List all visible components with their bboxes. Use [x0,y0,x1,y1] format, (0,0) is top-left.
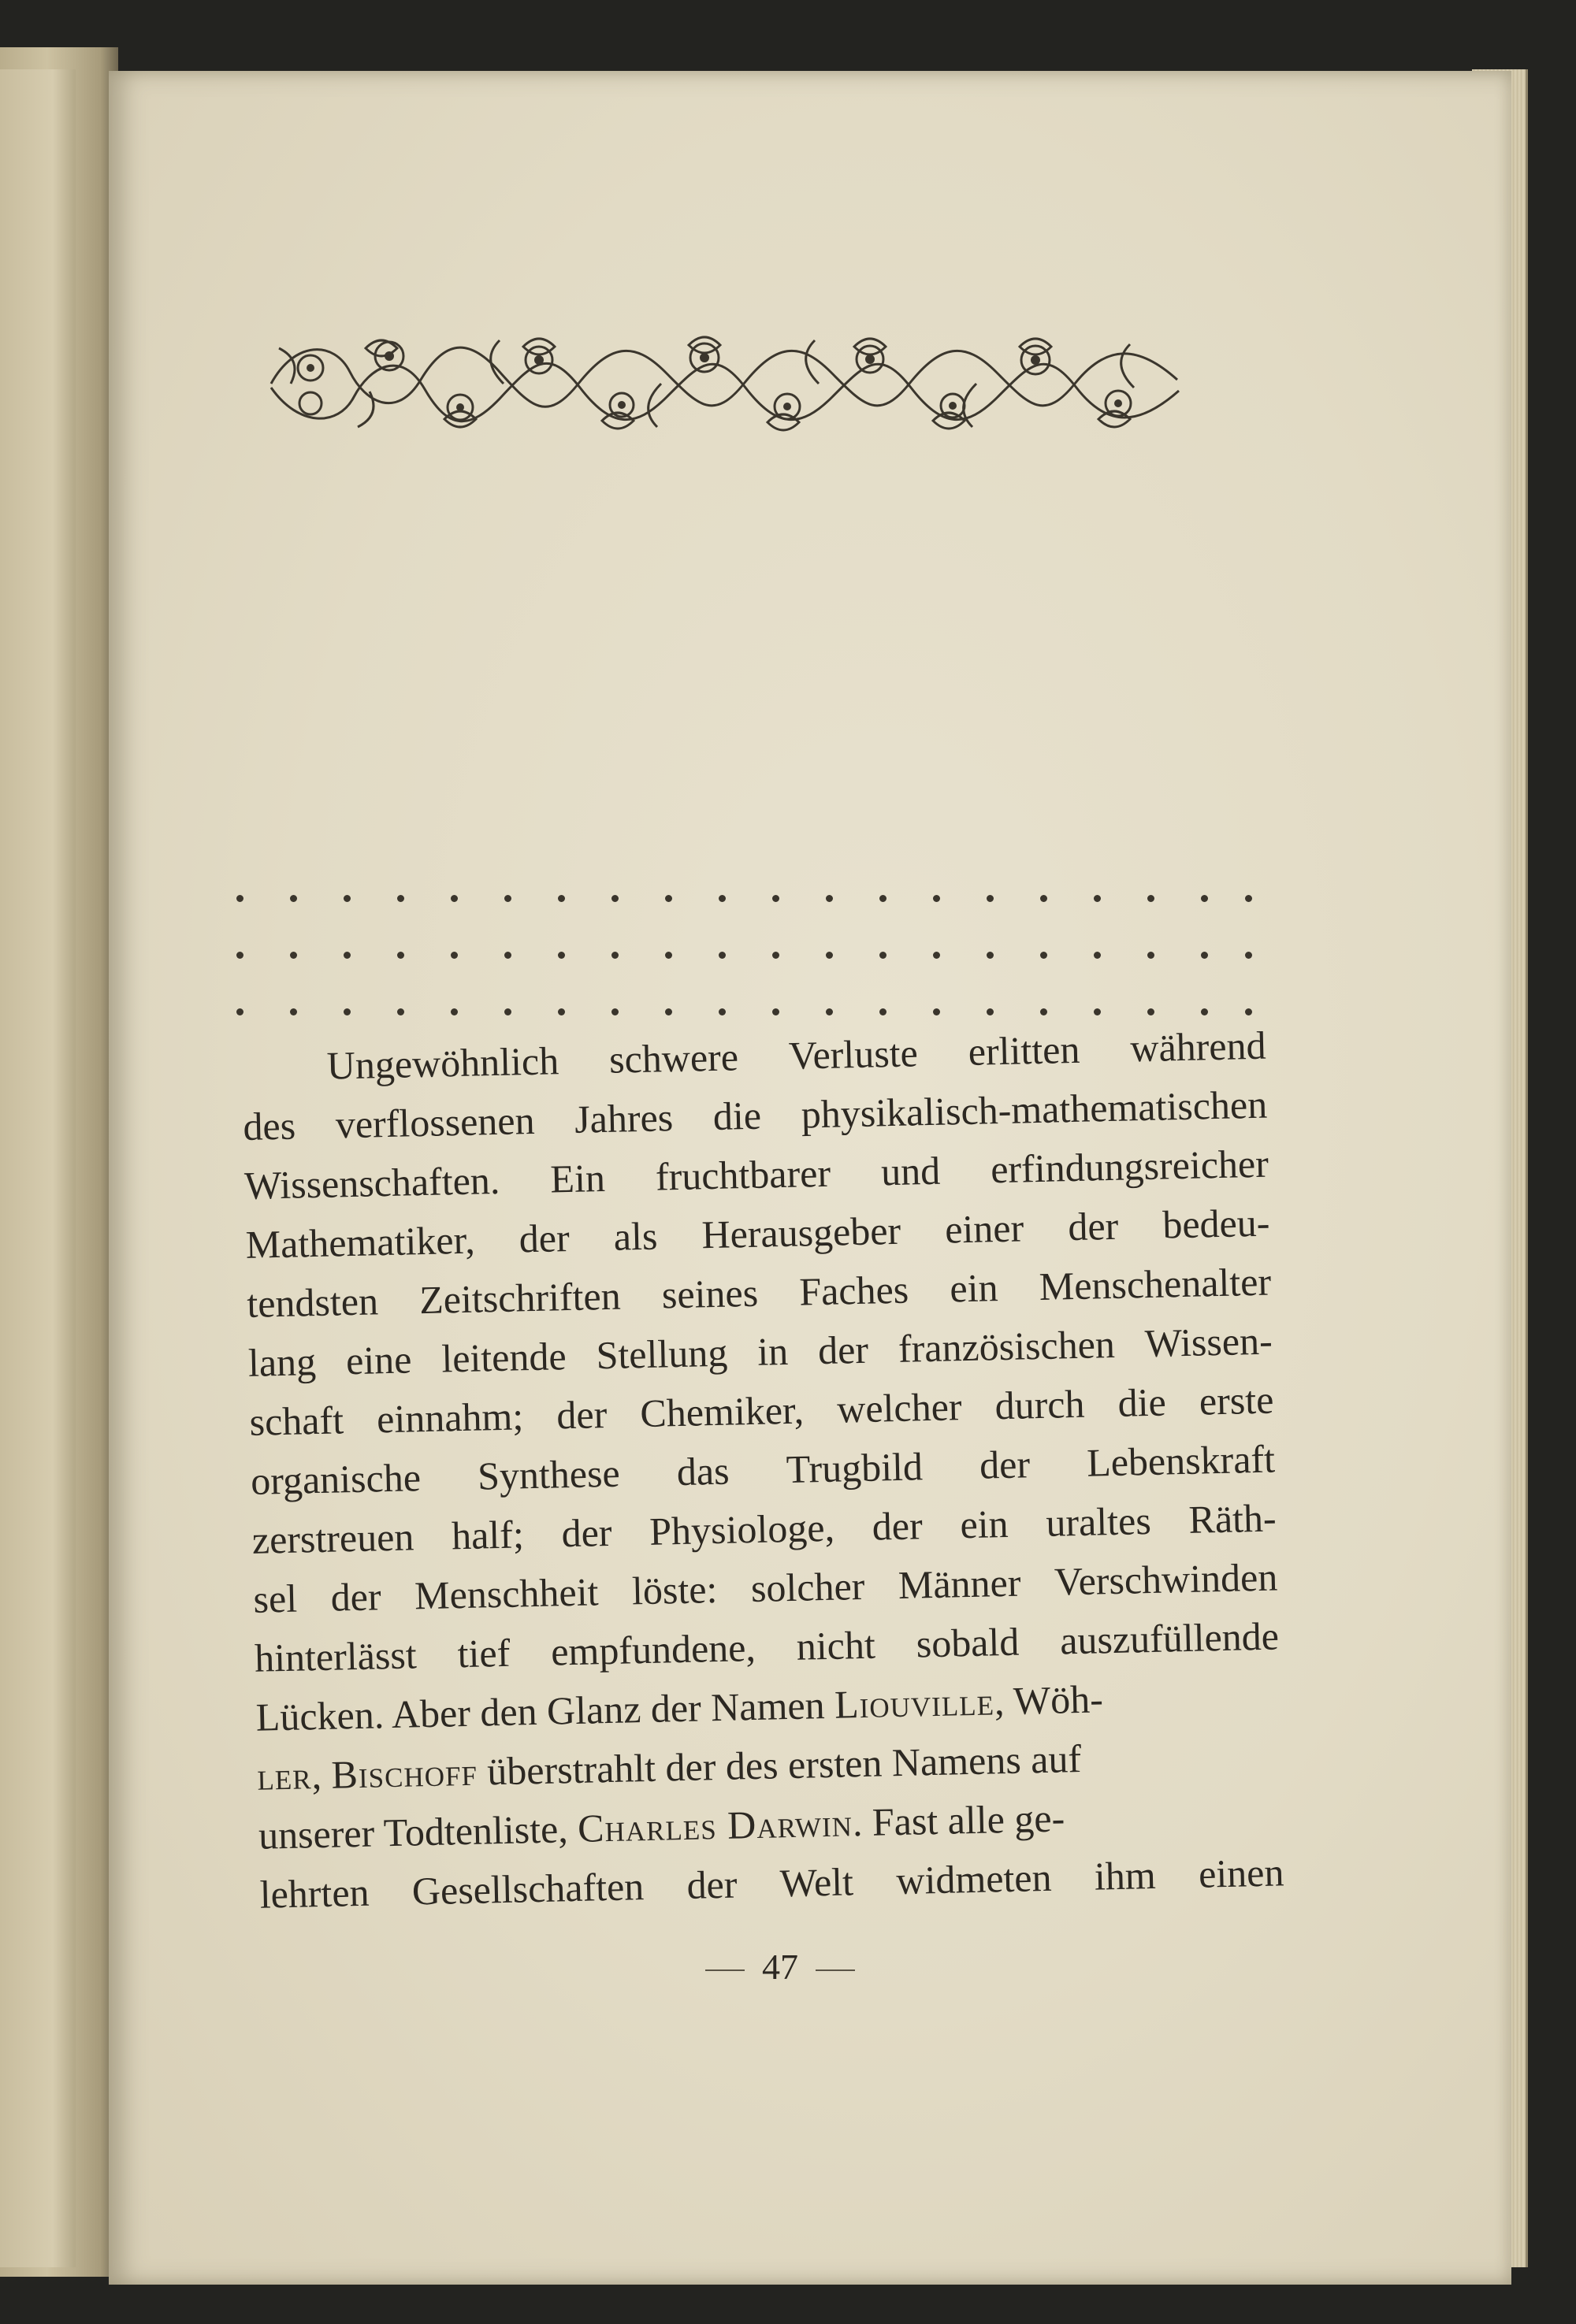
word: schaft [249,1398,344,1444]
word: Zeitschriften [418,1273,622,1323]
page-number-value: 47 [762,1947,798,1987]
word: bedeu- [1162,1200,1270,1247]
word: Mathematiker, [245,1217,476,1267]
word: die [1117,1379,1167,1425]
word: organische [250,1455,422,1503]
word: solcher [750,1563,865,1611]
word: zerstreuen [251,1514,414,1562]
word: und [880,1148,941,1194]
text-segment: unserer Todtenliste, [258,1806,569,1858]
word: uraltes [1045,1498,1152,1545]
word: Männer [898,1560,1022,1607]
word: Ein [549,1155,606,1201]
word: auszufüllende [1059,1613,1280,1663]
word: Verluste [788,1030,919,1078]
word: Wissen- [1144,1318,1273,1366]
page-number [662,1946,898,1988]
word: der [872,1503,924,1549]
word: sel [252,1576,298,1621]
word: Menschenalter [1039,1259,1272,1309]
dash-divider [816,1969,855,1971]
word: Herausgeber [701,1208,901,1257]
ellipsis-row [236,944,1253,967]
word: einen [1198,1850,1284,1896]
word: in [756,1328,789,1374]
word: seines [661,1270,759,1317]
word: das [676,1448,730,1494]
word: als [613,1213,658,1259]
text-segment: . Fast alle ge- [852,1795,1065,1845]
word: Räth- [1188,1495,1277,1542]
word: Physiologe, [649,1505,835,1554]
word: der [686,1862,738,1907]
text-segment: überstrahlt der des ersten Namens auf [486,1736,1082,1794]
word: Trugbild [786,1444,924,1492]
word: Menschheit [414,1569,599,1618]
word: Chemiker, [639,1387,805,1436]
word: ein [949,1265,999,1311]
word: der [1067,1203,1119,1249]
word: eine [345,1337,412,1383]
word: der [979,1442,1031,1487]
word: nicht [796,1622,876,1669]
word: der [330,1574,382,1620]
author-name: ler [256,1753,313,1799]
word: empfundene, [550,1624,756,1674]
word: tendsten [246,1279,379,1326]
word: schwere [608,1034,739,1082]
ellipsis-row [236,887,1253,911]
word: physikalisch-mathematischen [801,1082,1268,1137]
word: durch [994,1381,1086,1428]
word: während [1129,1023,1267,1071]
author-name: Liouville [834,1679,995,1727]
word: einer [944,1205,1024,1252]
word: der [519,1215,571,1261]
word: der [817,1327,869,1373]
word: verflossenen [335,1097,536,1147]
word: die [712,1093,762,1138]
word: Wissenschaften. [243,1157,500,1208]
word: Lebenskraft [1086,1436,1276,1485]
floral-ornament-icon [263,325,1187,443]
text-segment: , Wöh- [994,1676,1104,1724]
facing-page-edge [0,69,76,2267]
word: erfindungsreicher [990,1141,1269,1192]
word: Verschwinden [1054,1554,1278,1604]
word: Ungewöhnlich [326,1038,559,1088]
word: welcher [836,1384,963,1431]
word: lehrten [259,1869,370,1917]
body-text [241,1016,1284,1925]
word: ein [959,1501,1009,1547]
word: fruchtbarer [655,1150,831,1199]
text-segment: , [310,1753,322,1798]
word: Faches [798,1267,909,1314]
dash-divider [705,1969,745,1971]
word: Welt [779,1859,854,1906]
word: des [242,1103,296,1149]
word: französischen [898,1321,1116,1371]
word: leitende [440,1334,567,1381]
word: einnahm; [376,1394,524,1442]
word: Gesellschaften [411,1864,645,1914]
word: half; [451,1512,525,1558]
word: widmeten [895,1854,1053,1903]
word: ihm [1094,1852,1157,1899]
word: der [556,1391,608,1438]
author-name: Bischoff [330,1749,478,1797]
word: der [560,1509,613,1556]
word: erste [1199,1377,1274,1424]
word: sobald [916,1619,1020,1666]
word: Synthese [477,1450,621,1498]
word: erlitten [968,1026,1080,1074]
text-segment: Lücken. Aber den Glanz der Namen [255,1683,826,1739]
author-name: Charles Darwin [577,1800,853,1851]
word: Stellung [595,1330,728,1378]
word: hinterlässt [254,1632,418,1680]
word: lang [247,1339,317,1385]
word: löste: [631,1566,718,1613]
word: Jahres [574,1095,674,1142]
word: tief [457,1630,511,1676]
